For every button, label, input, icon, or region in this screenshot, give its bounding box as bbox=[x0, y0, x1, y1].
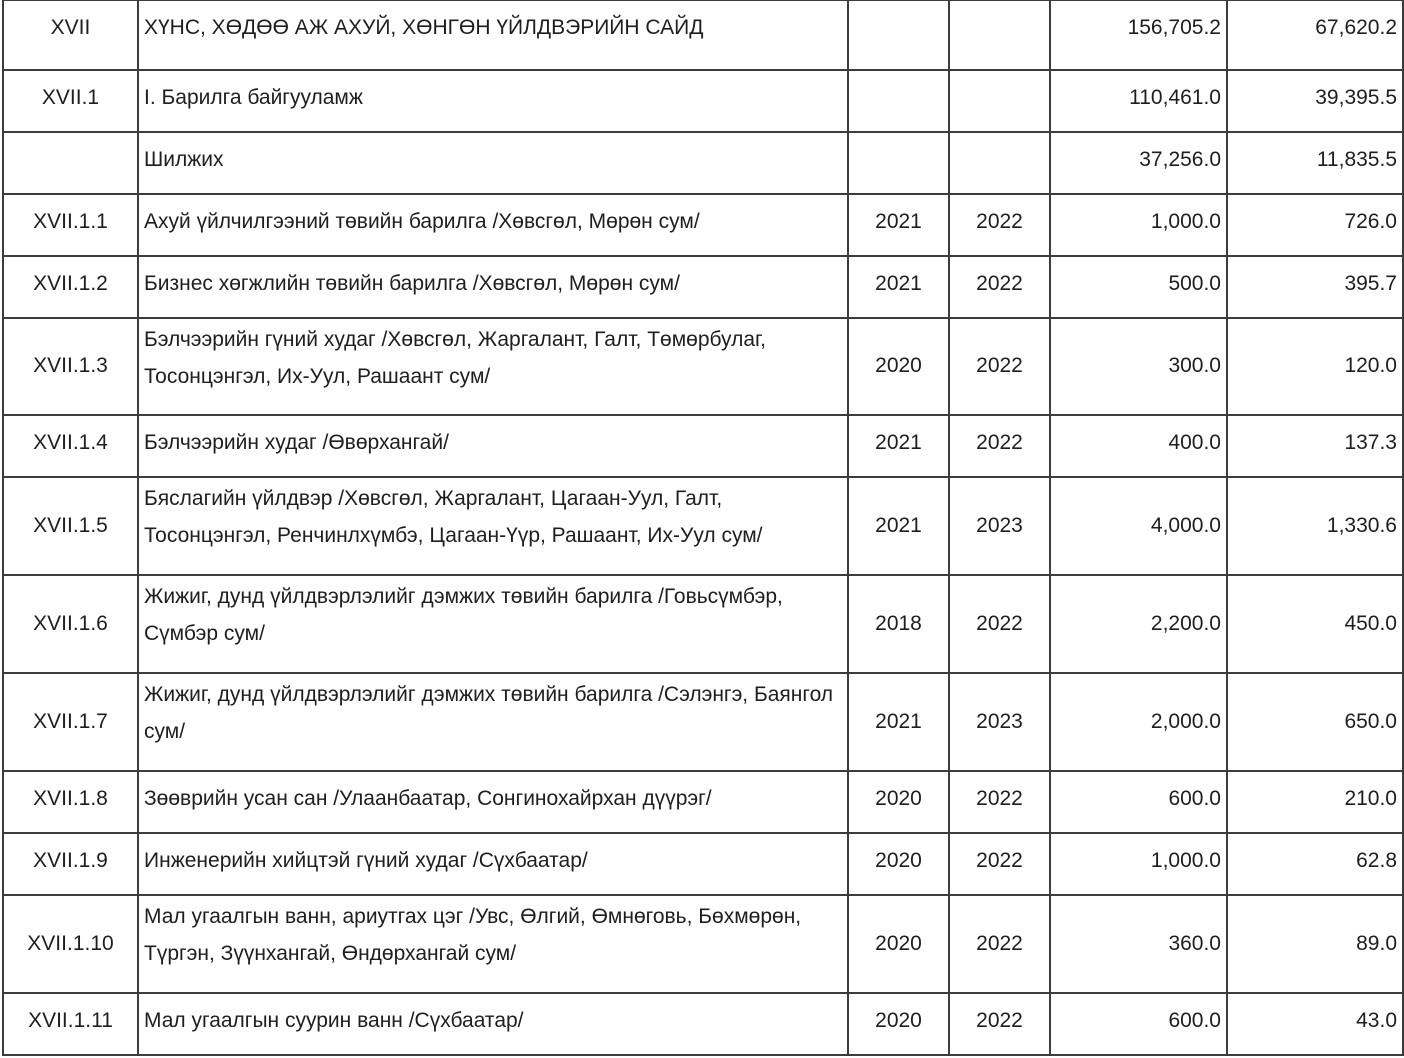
row-start-year: 2020 bbox=[848, 993, 949, 1055]
table-row bbox=[3, 194, 1403, 256]
row-end-year bbox=[949, 0, 1050, 70]
row-code: XVII.1.3 bbox=[3, 318, 138, 415]
table-row bbox=[3, 132, 1403, 194]
row-total: 110,461.0 bbox=[1050, 70, 1227, 132]
row-name: I. Барилга байгууламж bbox=[138, 70, 848, 132]
row-end-year: 2023 bbox=[949, 673, 1050, 771]
row-name: Жижиг, дунд үйлдвэрлэлийг дэмжих төвийн барилга /Говьсүмбэр, Сүмбэр сум/ bbox=[138, 575, 848, 673]
row-total: 500.0 bbox=[1050, 256, 1227, 318]
row-amount: 120.0 bbox=[1227, 318, 1403, 415]
row-code: XVII.1 bbox=[3, 70, 138, 132]
row-name: Ахуй үйлчилгээний төвийн барилга /Хөвсгөл, Мөрөн сум/ bbox=[138, 194, 848, 256]
table-row bbox=[3, 415, 1403, 477]
row-amount: 39,395.5 bbox=[1227, 70, 1403, 132]
row-code: XVII.1.7 bbox=[3, 673, 138, 771]
row-start-year: 2021 bbox=[848, 673, 949, 771]
row-amount: 210.0 bbox=[1227, 771, 1403, 833]
row-amount: 395.7 bbox=[1227, 256, 1403, 318]
row-end-year: 2022 bbox=[949, 415, 1050, 477]
budget-table bbox=[2, 0, 1404, 1056]
row-total: 600.0 bbox=[1050, 993, 1227, 1055]
row-amount: 650.0 bbox=[1227, 673, 1403, 771]
row-amount: 89.0 bbox=[1227, 895, 1403, 993]
row-name: ХҮНС, ХӨДӨӨ АЖ АХУЙ, ХӨНГӨН ҮЙЛДВЭРИЙН САЙД bbox=[138, 0, 848, 70]
row-end-year: 2022 bbox=[949, 575, 1050, 673]
row-start-year: 2021 bbox=[848, 477, 949, 575]
row-code bbox=[3, 132, 138, 194]
row-end-year: 2022 bbox=[949, 771, 1050, 833]
row-name: Бизнес хөгжлийн төвийн барилга /Хөвсгөл, Мөрөн сум/ bbox=[138, 256, 848, 318]
row-start-year: 2020 bbox=[848, 771, 949, 833]
row-end-year: 2022 bbox=[949, 256, 1050, 318]
row-name: Инженерийн хийцтэй гүний худаг /Сүхбаатар/ bbox=[138, 833, 848, 895]
row-name: Бэлчээрийн худаг /Өвөрхангай/ bbox=[138, 415, 848, 477]
row-start-year: 2021 bbox=[848, 194, 949, 256]
row-end-year: 2023 bbox=[949, 477, 1050, 575]
row-total: 4,000.0 bbox=[1050, 477, 1227, 575]
table-row bbox=[3, 993, 1403, 1055]
table-row bbox=[3, 256, 1403, 318]
row-name: Шилжих bbox=[138, 132, 848, 194]
row-amount: 62.8 bbox=[1227, 833, 1403, 895]
row-amount: 43.0 bbox=[1227, 993, 1403, 1055]
row-total: 400.0 bbox=[1050, 415, 1227, 477]
row-start-year: 2020 bbox=[848, 895, 949, 993]
row-end-year bbox=[949, 70, 1050, 132]
row-code: XVII.1.9 bbox=[3, 833, 138, 895]
row-name: Жижиг, дунд үйлдвэрлэлийг дэмжих төвийн барилга /Сэлэнгэ, Баянгол сум/ bbox=[138, 673, 848, 771]
row-start-year: 2021 bbox=[848, 415, 949, 477]
row-code: XVII.1.11 bbox=[3, 993, 138, 1055]
table-row bbox=[3, 575, 1403, 673]
table-row bbox=[3, 70, 1403, 132]
row-code: XVII.1.5 bbox=[3, 477, 138, 575]
row-amount: 726.0 bbox=[1227, 194, 1403, 256]
row-total: 2,000.0 bbox=[1050, 673, 1227, 771]
row-start-year: 2021 bbox=[848, 256, 949, 318]
row-amount: 11,835.5 bbox=[1227, 132, 1403, 194]
row-total: 1,000.0 bbox=[1050, 194, 1227, 256]
row-code: XVII.1.6 bbox=[3, 575, 138, 673]
row-start-year bbox=[848, 132, 949, 194]
row-code: XVII.1.10 bbox=[3, 895, 138, 993]
row-end-year: 2022 bbox=[949, 833, 1050, 895]
row-total: 2,200.0 bbox=[1050, 575, 1227, 673]
table-row bbox=[3, 477, 1403, 575]
row-name: Мал угаалгын ванн, ариутгах цэг /Увс, Өлгий, Өмнөговь, Бөхмөрөн, Түргэн, Зүүнхангай, Өндөрхангай сум/ bbox=[138, 895, 848, 993]
table-row bbox=[3, 895, 1403, 993]
row-end-year: 2022 bbox=[949, 895, 1050, 993]
row-amount: 450.0 bbox=[1227, 575, 1403, 673]
row-start-year bbox=[848, 0, 949, 70]
row-code: XVII.1.4 bbox=[3, 415, 138, 477]
row-total: 360.0 bbox=[1050, 895, 1227, 993]
row-start-year: 2020 bbox=[848, 833, 949, 895]
row-code: XVII bbox=[3, 0, 138, 70]
row-code: XVII.1.8 bbox=[3, 771, 138, 833]
table-row bbox=[3, 0, 1403, 70]
table-row bbox=[3, 833, 1403, 895]
row-end-year: 2022 bbox=[949, 993, 1050, 1055]
row-amount: 137.3 bbox=[1227, 415, 1403, 477]
row-amount: 1,330.6 bbox=[1227, 477, 1403, 575]
row-end-year: 2022 bbox=[949, 318, 1050, 415]
row-name: Мал угаалгын суурин ванн /Сүхбаатар/ bbox=[138, 993, 848, 1055]
row-total: 300.0 bbox=[1050, 318, 1227, 415]
row-code: XVII.1.1 bbox=[3, 194, 138, 256]
table-row bbox=[3, 771, 1403, 833]
row-total: 1,000.0 bbox=[1050, 833, 1227, 895]
row-total: 37,256.0 bbox=[1050, 132, 1227, 194]
row-start-year bbox=[848, 70, 949, 132]
row-name: Бяслагийн үйлдвэр /Хөвсгөл, Жаргалант, Цагаан-Уул, Галт, Тосонцэнгэл, Ренчинлхүмбэ, Цагаан-Үүр, Рашаант, Их-Уул сум/ bbox=[138, 477, 848, 575]
row-amount: 67,620.2 bbox=[1227, 0, 1403, 70]
row-name: Зөөврийн усан сан /Улаанбаатар, Сонгинохайрхан дүүрэг/ bbox=[138, 771, 848, 833]
row-start-year: 2018 bbox=[848, 575, 949, 673]
table-row bbox=[3, 673, 1403, 771]
row-end-year: 2022 bbox=[949, 194, 1050, 256]
row-total: 156,705.2 bbox=[1050, 0, 1227, 70]
table-row bbox=[3, 318, 1403, 415]
row-total: 600.0 bbox=[1050, 771, 1227, 833]
row-start-year: 2020 bbox=[848, 318, 949, 415]
row-name: Бэлчээрийн гүний худаг /Хөвсгөл, Жаргалант, Галт, Төмөрбулаг, Тосонцэнгэл, Их-Уул, Рашаант сум/ bbox=[138, 318, 848, 415]
row-code: XVII.1.2 bbox=[3, 256, 138, 318]
row-end-year bbox=[949, 132, 1050, 194]
